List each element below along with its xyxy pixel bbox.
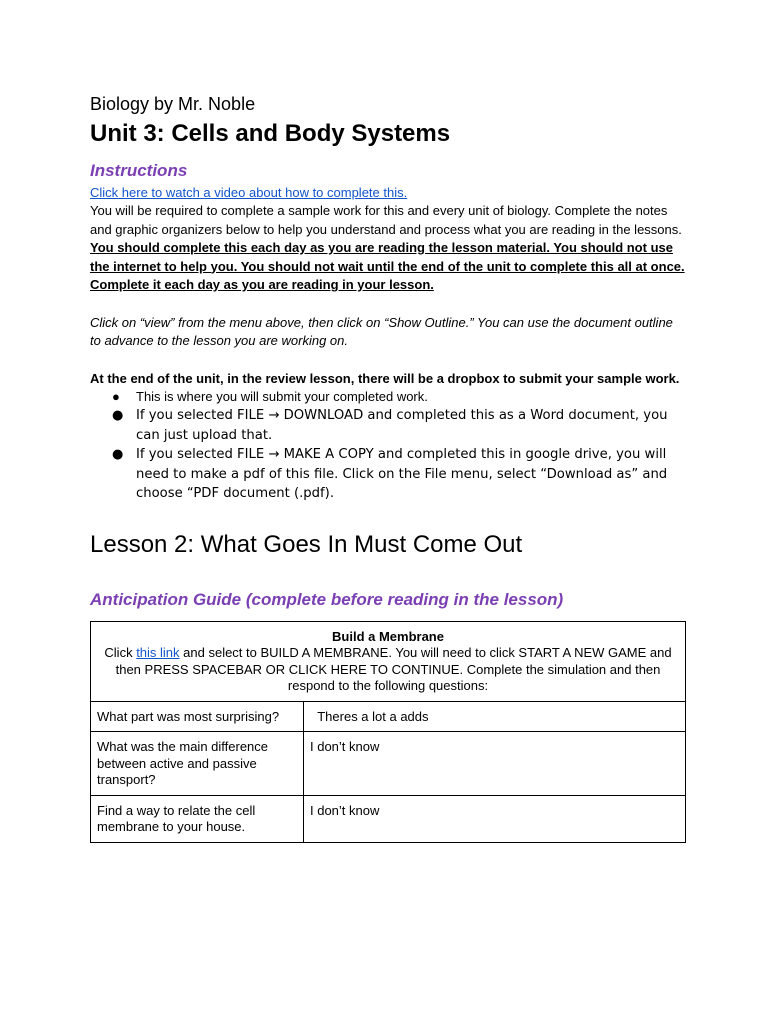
table-header-prefix: Click (104, 645, 137, 660)
unit-title (90, 119, 686, 149)
dropbox-note: At the end of the unit, in the review lesson, there will be a dropbox to submit your sample work. (90, 370, 680, 386)
bullet-item (90, 388, 686, 406)
unit-title-text: Unit 3: Cells and Body Systems (90, 120, 451, 147)
bullet-text: If you selected FILE → DOWNLOAD and completed this as a Word document, you can just upload that. (136, 408, 668, 443)
instructions-paragraph (90, 202, 686, 295)
table-header-row (91, 621, 686, 701)
bullet-text: If you selected FILE → MAKE A COPY and completed this in google drive, you will need to make a pdf of this file. Click on the File menu, select “Download as” and choose “PDF document (.pdf). (136, 447, 668, 501)
anticipation-guide-table (90, 621, 686, 843)
bullet-item (90, 406, 686, 445)
bullet-item (90, 445, 686, 504)
submission-bullets (90, 388, 686, 504)
question-cell: Find a way to relate the cell membrane to your house. (91, 795, 304, 842)
bullet-text: This is where you will submit your completed work. (136, 389, 428, 404)
bullet-icon: ● (112, 389, 120, 404)
video-link[interactable]: Click here to watch a video about how to complete this. (90, 185, 408, 200)
lesson-title: Lesson 2: What Goes In Must Come Out (90, 530, 523, 558)
answer-text: Theres a lot a adds (317, 708, 429, 724)
bullet-icon: ● (112, 408, 124, 423)
document-page (90, 92, 686, 843)
anticipation-guide-heading: Anticipation Guide (complete before reading in the lesson) (90, 589, 564, 609)
table-row (91, 701, 686, 732)
outline-tip: Click on “view” from the menu above, then click on “Show Outline.” You can use the document outline to advance to the lesson you are working on. (90, 314, 673, 348)
table-row (91, 795, 686, 842)
instructions-intro: You will be required to complete a sample work for this and every unit of biology. Complete the notes and graphic organizers below to help you understand and process what you are reading in the lessons. (90, 203, 682, 237)
instructions-emphasis: You should complete this each day as you are reading the lesson material. You should not use the internet to help you. You should not wait until the end of the unit to complete this all at once. Complete it each day as you are reading in your lesson. (90, 240, 685, 292)
simulation-link[interactable]: this link (136, 645, 180, 660)
table-header-cell (91, 621, 686, 701)
question-cell: What part was most surprising? (91, 701, 304, 732)
table-header-suffix: and select to BUILD A MEMBRANE. You will need to click START A NEW GAME and then PRESS SPACEBAR OR CLICK HERE TO CONTINUE. Complete the simulation and then respond to the following questions: (115, 645, 672, 693)
answer-cell[interactable]: I don’t know (304, 795, 686, 842)
bullet-icon: ● (112, 447, 124, 462)
table-row (91, 732, 686, 796)
instructions-heading: Instructions (90, 161, 188, 180)
question-cell: What was the main difference between active and passive transport? (91, 732, 304, 796)
answer-cell[interactable] (304, 701, 686, 732)
table-header-title: Build a Membrane (332, 628, 444, 644)
answer-cell[interactable]: I don’t know (304, 732, 686, 796)
course-name: Biology by Mr. Noble (90, 94, 256, 114)
